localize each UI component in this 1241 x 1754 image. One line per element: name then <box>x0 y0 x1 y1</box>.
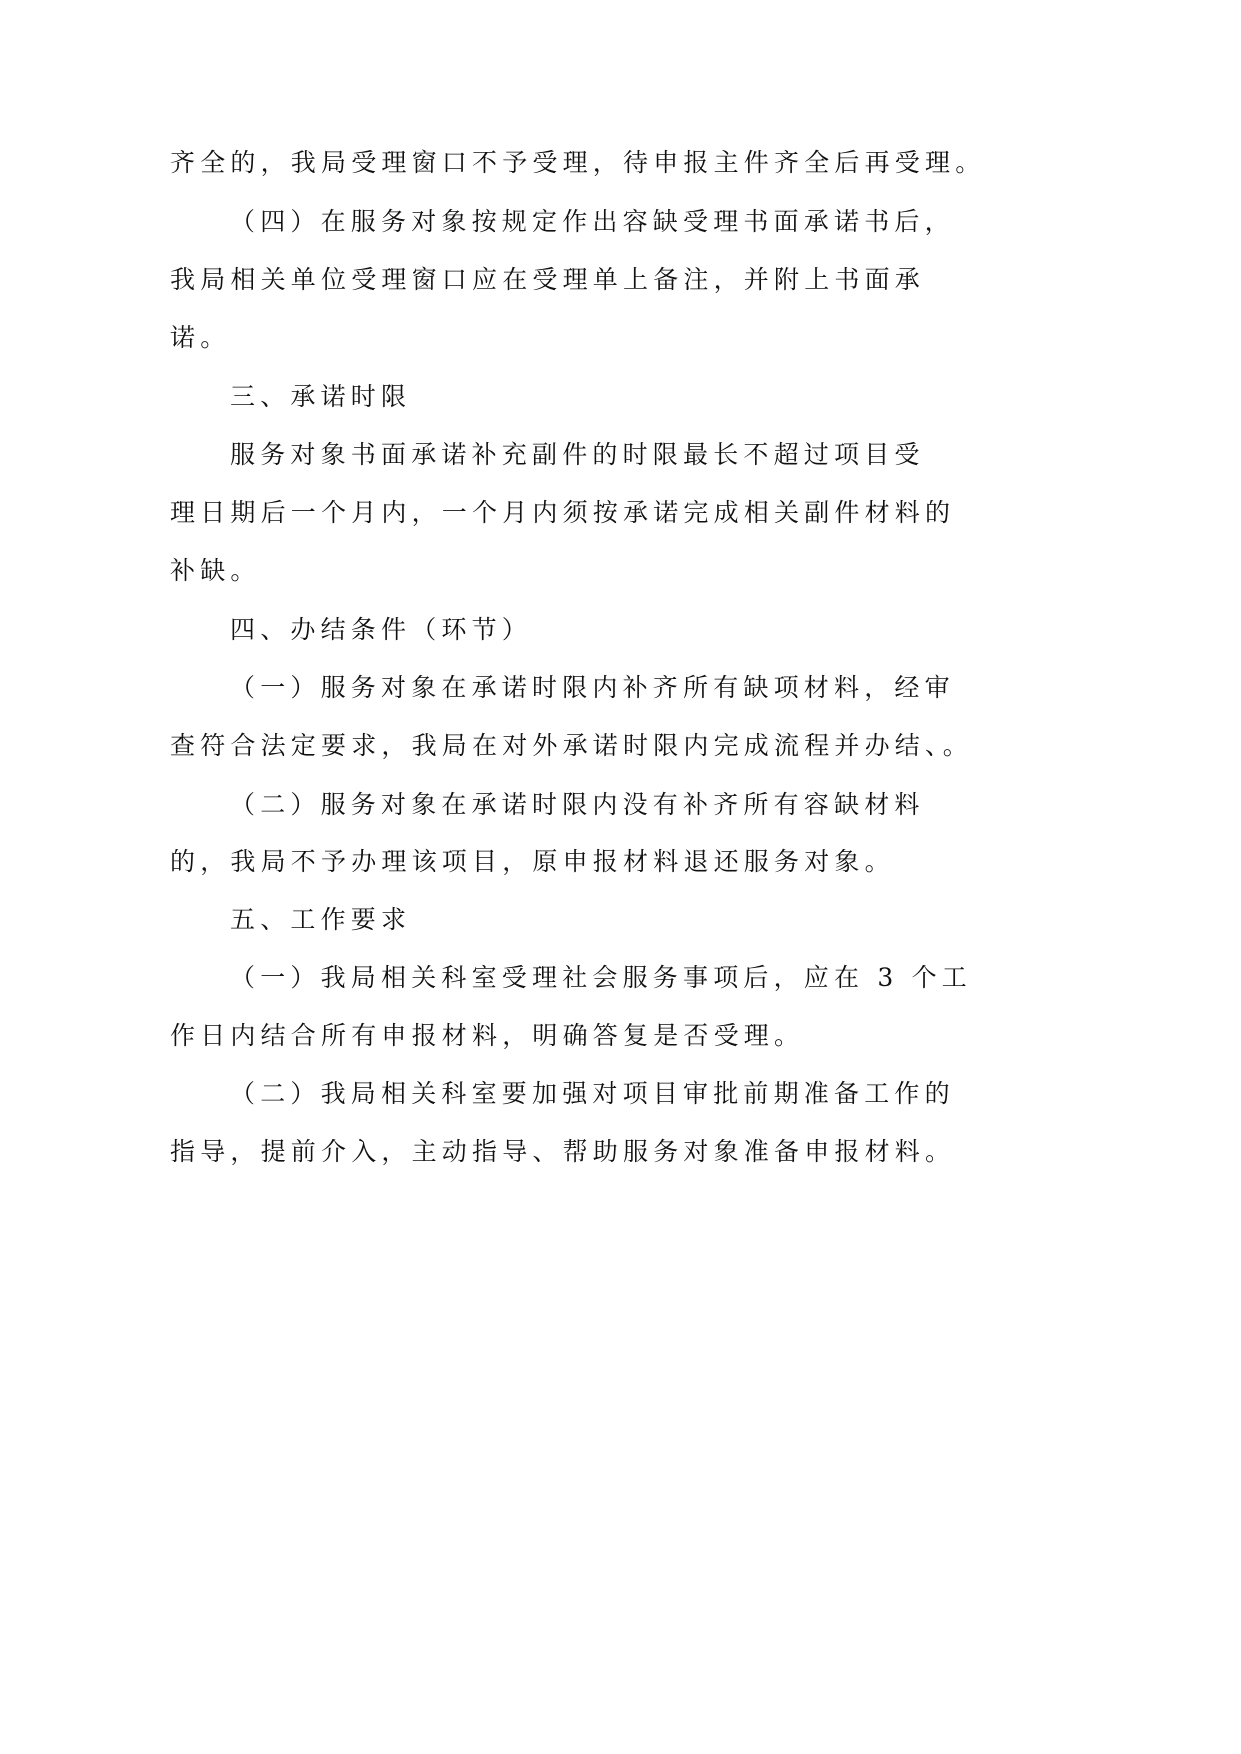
text-line: 诺。 <box>170 323 231 352</box>
text-line: 五、工作要求 <box>230 905 412 934</box>
text-line: 我局相关单位受理窗口应在受理单上备注，并附上书面承 <box>170 265 926 294</box>
text-line: 四、办结条件（环节） <box>230 615 533 644</box>
text-line: 齐全的，我局受理窗口不予受理，待申报主件齐全后再受理。 <box>170 148 986 177</box>
text-line: （四）在服务对象按规定作出容缺受理书面承诺书后， <box>230 207 955 236</box>
text-line: 服务对象书面承诺补充副件的时限最长不超过项目受 <box>230 440 925 469</box>
text-line: 理日期后一个月内，一个月内须按承诺完成相关副件材料的 <box>170 498 956 527</box>
text-line: （一）我局相关科室受理社会服务事项后，应在 3 个工 <box>230 963 973 992</box>
text-line: 查符合法定要求，我局在对外承诺时限内完成流程并办结、。 <box>170 731 973 760</box>
text-line: 的，我局不予办理该项目，原申报材料退还服务对象。 <box>170 847 895 876</box>
text-line: 三、承诺时限 <box>230 382 412 411</box>
text-line: 指导，提前介入，主动指导、帮助服务对象准备申报材料。 <box>170 1137 956 1166</box>
text-line: 补缺。 <box>170 556 261 585</box>
text-line: （一）服务对象在承诺时限内补齐所有缺项材料，经审 <box>230 673 955 702</box>
text-line: 作日内结合所有申报材料，明确答复是否受理。 <box>170 1021 805 1050</box>
text-line: （二）服务对象在承诺时限内没有补齐所有容缺材料 <box>230 790 925 819</box>
text-line: （二）我局相关科室要加强对项目审批前期准备工作的 <box>230 1079 955 1108</box>
